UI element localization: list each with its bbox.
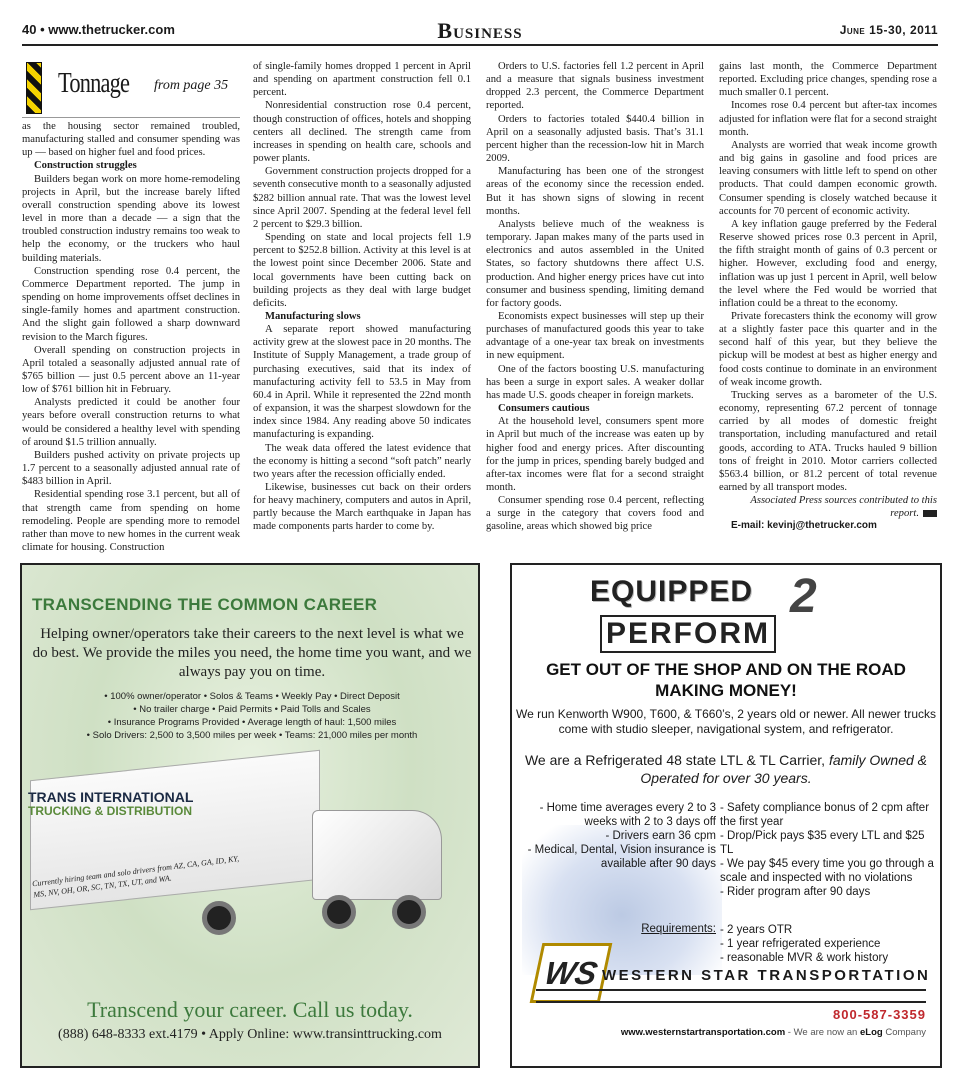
- ad-call-to-action: Transcend your career. Call us today.: [87, 997, 413, 1022]
- paragraph: At the household level, consumers spent more in April but much of the increase was eaten up by higher food and energy prices. After discounting for the jump in prices, spending barely budged and after-tax incomes were flat for a second straight month.: [486, 416, 704, 493]
- ad-headline: TRANSCENDING THE COMMON CAREER: [32, 595, 378, 614]
- article-column-1: [22, 60, 240, 554]
- carrier-description: We are a Refrigerated 48 state LTL & TL Carrier, family Owned & Operated for over 30 years.: [524, 752, 928, 786]
- page-number-site: 40 • www.thetrucker.com: [22, 22, 175, 37]
- list-item: - Drivers earn 36 cpm: [605, 830, 716, 842]
- phone-number[interactable]: 800-587-3359: [833, 1007, 926, 1022]
- paragraph: The weak data offered the latest evidence that the economy is hitting a second “soft patch” nearly two years after the recession officially ended.: [253, 442, 471, 480]
- subhead: Construction struggles: [34, 160, 137, 172]
- list-item: - reasonable MVR & work history: [720, 952, 889, 964]
- paragraph: A separate report showed manufacturing activity grew at the slowest pace in 20 months. The Institute of Supply Management, a trade group of purchasing executives, said that its index of manufacturing activity fell to 53.5 in May from 60.4 in April. While it represented the 22nd month of expansion, it was the sharpest slowdown for the index since 1984. Any reading above 50 indicates manufacturing is expanding.: [253, 324, 471, 441]
- list-item: - Medical, Dental, Vision insurance is available after 90 days: [527, 844, 716, 870]
- article-column-2: [253, 60, 471, 534]
- list-item: • 100% owner/operator • Solos & Teams • Weekly Pay • Direct Deposit: [104, 691, 400, 702]
- trans-international-ad[interactable]: [20, 563, 480, 1068]
- list-item: - Rider program after 90 days: [720, 886, 871, 898]
- paragraph: Trucking serves as a barometer of the U.S. economy, representing 67.2 percent of tonnage carried by all modes of domestic freight transportation, including manufactured and retail goods, according to ATA. Trucks hauled 9 billion tons of freight in 2010. Motor carriers collected $563.4 billion, or 81.2 percent of total revenue earned by all transport modes.: [719, 389, 937, 493]
- paragraph: Overall spending on construction projects in April totaled a seasonally adjusted annual rate of $765 billion — just 0.5 percent above an 11-year low of $761 billion hit in February.: [22, 344, 240, 396]
- ad-headline: GET OUT OF THE SHOP AND ON THE ROAD MAKING MONEY!: [546, 660, 906, 700]
- list-item: • Solo Drivers: 2,500 to 3,500 miles per week • Teams: 21,000 miles per month: [86, 730, 418, 741]
- paragraph: Residential spending rose 3.1 percent, but all of that strength came from spending on home remodeling. People are spending more to remodel rather than move to new homes in the current weak climate for housing. Construction: [22, 489, 240, 553]
- two-numeral: 2: [790, 570, 817, 623]
- paragraph: Analysts predicted it could be another four years before overall construction returns to what would be considered a healthy level with spending of around $1.5 trillion annually.: [22, 397, 240, 448]
- requirements-label: Requirements:: [641, 923, 716, 935]
- website-line[interactable]: www.westernstartransportation.com - We are now an eLog Company: [620, 1027, 926, 1038]
- paragraph: Manufacturing has been one of the strongest areas of the economy since the recession ended. But it has shown signs of slowing in recent months.: [486, 166, 704, 217]
- jump-from-label: from page 35: [154, 78, 229, 93]
- equipped-title: EQUIPPED: [590, 575, 754, 608]
- paragraph: Orders to factories totaled $440.4 billion in April on a seasonally adjusted basis. That’s 31.1 percent higher than the recession-low hit in March 2009.: [486, 113, 704, 165]
- paragraph: Nonresidential construction rose 0.4 percent, though construction of offices, hotels and shopping centers all declined. The strength came from increases in spending on health care, schools and power plants.: [253, 100, 471, 165]
- list-item: - Home time averages every 2 to 3 weeks with 2 to 3 days off: [539, 802, 716, 828]
- subhead: Manufacturing slows: [265, 310, 361, 322]
- tonnage-jump-header: [22, 60, 240, 118]
- paragraph: Orders to U.S. factories fell 1.2 percent in April and a measure that signals business investment dropped 2.3 percent, the Commerce Department reported.: [486, 61, 704, 112]
- paragraph: Builders began work on more home-remodeling projects in April, but the increase barely lifted overall construction spending above its lowest level in more than a decade — a sign that the troubled construction industry remains too weak to help the economy, or the truckers who haul building materials.: [22, 173, 240, 264]
- paragraph: Economists expect businesses will step up their purchases of manufactured goods this year to take advantage of a one-year tax break on investments in new equipment.: [486, 310, 704, 362]
- paragraph: Construction spending rose 0.4 percent, the Commerce Department reported. The jump in spending on home improvements offset declines in single-family homes and apartment construction. And the slight gain followed a sharp downward revision to the March figures.: [22, 265, 240, 343]
- wheel-icon: [322, 895, 356, 929]
- company-name: WESTERN STAR TRANSPORTATION: [602, 967, 931, 984]
- hiring-states: Currently hiring team and solo drivers from AZ, CA, GA, ID, KY, MS, NV, OH, OR, SC, TN, TX, UT, and WA.: [31, 854, 240, 900]
- ad-contact[interactable]: (888) 648-8333 ext.4179 • Apply Online: www.transinttrucking.com: [58, 1027, 442, 1042]
- list-item: • No trailer charge • Paid Permits • Paid Tolls and Scales: [133, 704, 371, 715]
- perform-title: PERFORM: [600, 615, 776, 653]
- page-header: [22, 18, 938, 46]
- requirements-list: [720, 923, 940, 965]
- list-item: - 1 year refrigerated experience: [720, 938, 881, 950]
- hazard-stripe-icon: [26, 62, 42, 114]
- article-column-4: [719, 60, 937, 531]
- paragraph: Private forecasters think the economy will grow at a slightly faster pace this quarter and in the second half of this year, but they believe the pickup will be modest at best as higher energy and food costs continue to dominate in an environment of weak income growth.: [719, 310, 937, 388]
- list-item: - Safety compliance bonus of 2 cpm after the first year: [720, 802, 930, 828]
- wheel-icon: [392, 895, 426, 929]
- truck-end-icon: [923, 510, 937, 517]
- section-title: Business: [437, 18, 523, 43]
- paragraph: Likewise, businesses cut back on their orders for heavy machinery, computers and autos in April, partly because the March earthquake in Japan has made components parts harder to come by.: [253, 482, 471, 533]
- benefits-right: [720, 801, 940, 899]
- western-star-ad[interactable]: [510, 563, 942, 1068]
- ad-benefits: [32, 690, 472, 742]
- divider: [536, 989, 926, 1003]
- list-item: - Drop/Pick pays $35 every LTL and $25 TL: [720, 830, 925, 856]
- paragraph: Incomes rose 0.4 percent but after-tax incomes adjusted for inflation were flat for a second straight month.: [719, 100, 937, 138]
- paragraph: Government construction projects dropped for a seventh consecutive month to a seasonally adjusted $282 billion annual rate. That was the lowest level since April 2007. Spending at the federal level fell 2 percent to $29.3 billion.: [253, 166, 471, 230]
- benefits-left: [512, 801, 716, 871]
- article-column-3: [486, 60, 704, 534]
- western-star-logo: WS: [530, 943, 613, 1003]
- ad-subhead: Helping owner/operators take their careers to the next level is what we do best. We provide the miles you need, the home time you want, and we always pay you on time.: [32, 626, 472, 680]
- trailer-company-name: TRANS INTERNATIONAL TRUCKING & DISTRIBUTION: [28, 789, 194, 818]
- paragraph: as the housing sector remained troubled, manufacturing stalled and consumer spending was up — based on higher fuel and food prices.: [22, 121, 240, 159]
- paragraph: gains last month, the Commerce Department reported. Excluding price changes, spending rose a much smaller 0.1 percent.: [719, 61, 937, 99]
- truck-cab-image: [312, 810, 442, 900]
- paragraph: A key inflation gauge preferred by the Federal Reserve showed prices rose 0.3 percent in April, the fifth straight month of gains of 0.3 percent or higher. However, excluding food and energy, inflation was up just 1 percent in April, well below the level where the Fed would be worried that inflation could be a threat to the economy.: [719, 218, 937, 309]
- tonnage-title: Tonnage: [58, 68, 130, 99]
- list-item: - We pay $45 every time you go through a scale and inspected with no violations: [720, 858, 934, 884]
- paragraph: One of the factors boosting U.S. manufacturing has been a surge in export sales. A weaker dollar has made U.S. goods cheaper in foreign markets.: [486, 363, 704, 401]
- paragraph: Consumer spending rose 0.4 percent, reflecting a surge in the category that covers food and gasoline, areas which showed big price: [486, 495, 704, 533]
- list-item: • Insurance Programs Provided • Average length of haul: 1,500 miles: [107, 717, 397, 728]
- paragraph: Analysts believe much of the weakness is temporary. Japan makes many of the parts used in electronics and autos assembled in the United States, so factory shutdowns there affect U.S. production. And higher energy prices have cut into consumer and business spending, limiting demand for factory goods.: [486, 218, 704, 309]
- paragraph: of single-family homes dropped 1 percent in April and spending on apartment construction fell 0.1 percent.: [253, 61, 471, 99]
- paragraph: Builders pushed activity on private projects up 1.7 percent to a seasonally adjusted annual rate of $483 billion in April.: [22, 449, 240, 488]
- author-email[interactable]: E-mail: kevinj@thetrucker.com: [731, 520, 877, 532]
- paragraph: Spending on state and local projects fell 1.9 percent to $252.8 billion. Activity at this level is at the lowest point since December 2006. State and local governments have been cutting back on building projects as they deal with large budget deficits.: [253, 232, 471, 309]
- fleet-description: We run Kenworth W900, T600, & T660’s, 2 years old or newer. All newer trucks come with studio sleeper, navigational system, and refrigerator.: [516, 707, 936, 736]
- subhead: Consumers cautious: [498, 403, 590, 415]
- paragraph: Analysts are worried that weak income growth and big gains in gasoline and food prices are leaving consumers with little left to spend on other products. That could dampen economic growth. Consumer spending is closely watched because it accounts for 70 percent of economic activity.: [719, 139, 937, 217]
- wheel-icon: [202, 901, 236, 935]
- credit-line: Associated Press sources contributed to this report.: [750, 495, 937, 520]
- list-item: - 2 years OTR: [720, 924, 793, 936]
- issue-date: June 15-30, 2011: [839, 23, 938, 37]
